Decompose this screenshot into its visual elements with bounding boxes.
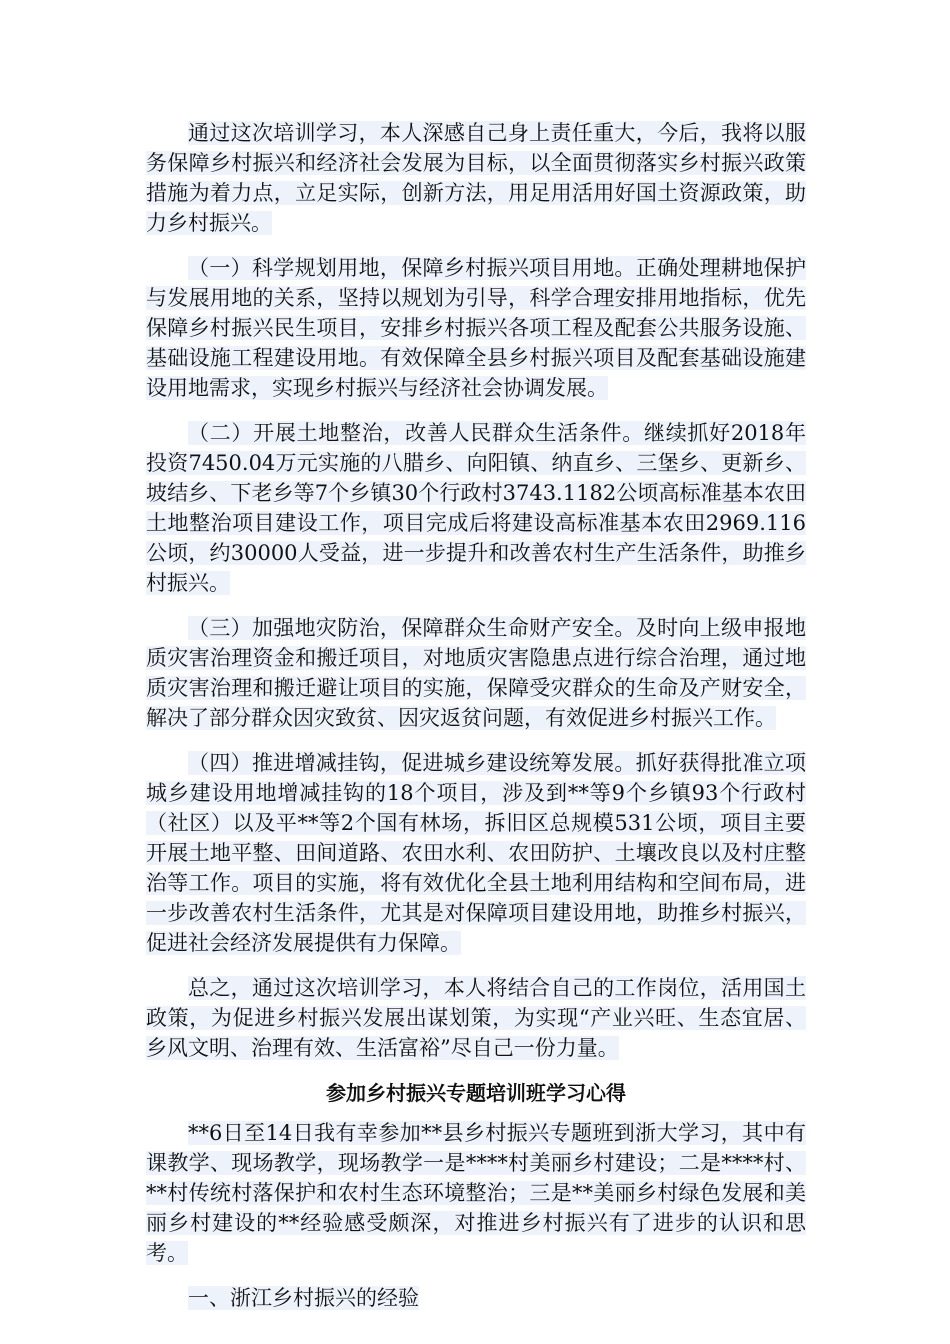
paragraph-item-2	[146, 418, 806, 598]
section-heading	[146, 1283, 806, 1313]
paragraph-text: （一）科学规划用地，保障乡村振兴项目用地。正确处理耕地保护与发展用地的关系，坚持以规划为引导，科学合理安排用地指标，优先保障乡村振兴民生项目，安排乡村振兴各项工程及配套公共服务设施、基础设施工程建设用地。有效保障全县乡村振兴项目及配套基础设施建设用地需求，实现乡村振兴与经济社会协调发展。	[146, 256, 806, 400]
paragraph-text: （三）加强地灾防治，保障群众生命财产安全。及时向上级申报地质灾害治理资金和搬迁项目，对地质灾害隐患点进行综合治理，通过地质灾害治理和搬迁避让项目的实施，保障受灾群众的生命及产财安全，解决了部分群众因灾致贫、因灾返贫问题，有效促进乡村振兴工作。	[146, 616, 806, 730]
paragraph-experience	[146, 1118, 806, 1268]
paragraph-text: **6日至14日我有幸参加**县乡村振兴专题班到浙大学习，其中有课教学、现场教学，现场教学一是****村美丽乡村建设；二是****村、**村传统村落保护和农村生态环境整治；三是**美丽乡村绿色发展和美丽乡村建设的**经验感受颇深，对推进乡村振兴有了进步的认识和思考。	[146, 1121, 806, 1265]
paragraph-item-4	[146, 748, 806, 958]
paragraph-text: 总之，通过这次培训学习，本人将结合自己的工作岗位，活用国土政策，为促进乡村振兴发展出谋划策，为实现“产业兴旺、生态宜居、乡风文明、治理有效、生活富裕”尽自己一份力量。	[146, 976, 806, 1060]
paragraph-intro	[146, 118, 806, 238]
paragraph-text: （二）开展土地整治，改善人民群众生活条件。继续抓好2018年投资7450.04万元实施的八腊乡、向阳镇、纳直乡、三堡乡、更新乡、坡结乡、下老乡等7个乡镇30个行政村3743.1182公顷高标准基本农田土地整治项目建设工作，项目完成后将建设高标准基本农田2969.116公顷，约30000人受益，进一步提升和改善农村生产生活条件，助推乡村振兴。	[146, 421, 806, 595]
paragraph-item-1	[146, 253, 806, 403]
paragraph-text: （四）推进增减挂钩，促进城乡建设统筹发展。抓好获得批准立项城乡建设用地增减挂钩的18个项目，涉及到**等9个乡镇93个行政村（社区）以及平**等2个国有林场，拆旧区总规模531公顷，项目主要开展土地平整、田间道路、农田水利、农田防护、土壤改良以及村庄整治等工作。项目的实施，将有效优化全县土地利用结构和空间布局，进一步改善农村生活条件，尤其是对保障项目建设用地，助推乡村振兴，促进社会经济发展提供有力保障。	[146, 751, 806, 955]
document-title: 参加乡村振兴专题培训班学习心得	[326, 1081, 626, 1105]
document-page	[146, 118, 806, 1313]
paragraph-item-3	[146, 613, 806, 733]
paragraph-summary	[146, 973, 806, 1063]
paragraph-text: 通过这次培训学习，本人深感自己身上责任重大，今后，我将以服务保障乡村振兴和经济社会发展为目标，以全面贯彻落实乡村振兴政策措施为着力点，立足实际，创新方法，用足用活用好国土资源政策，助力乡村振兴。	[146, 121, 806, 235]
section-heading-text: 一、浙江乡村振兴的经验	[188, 1286, 419, 1310]
